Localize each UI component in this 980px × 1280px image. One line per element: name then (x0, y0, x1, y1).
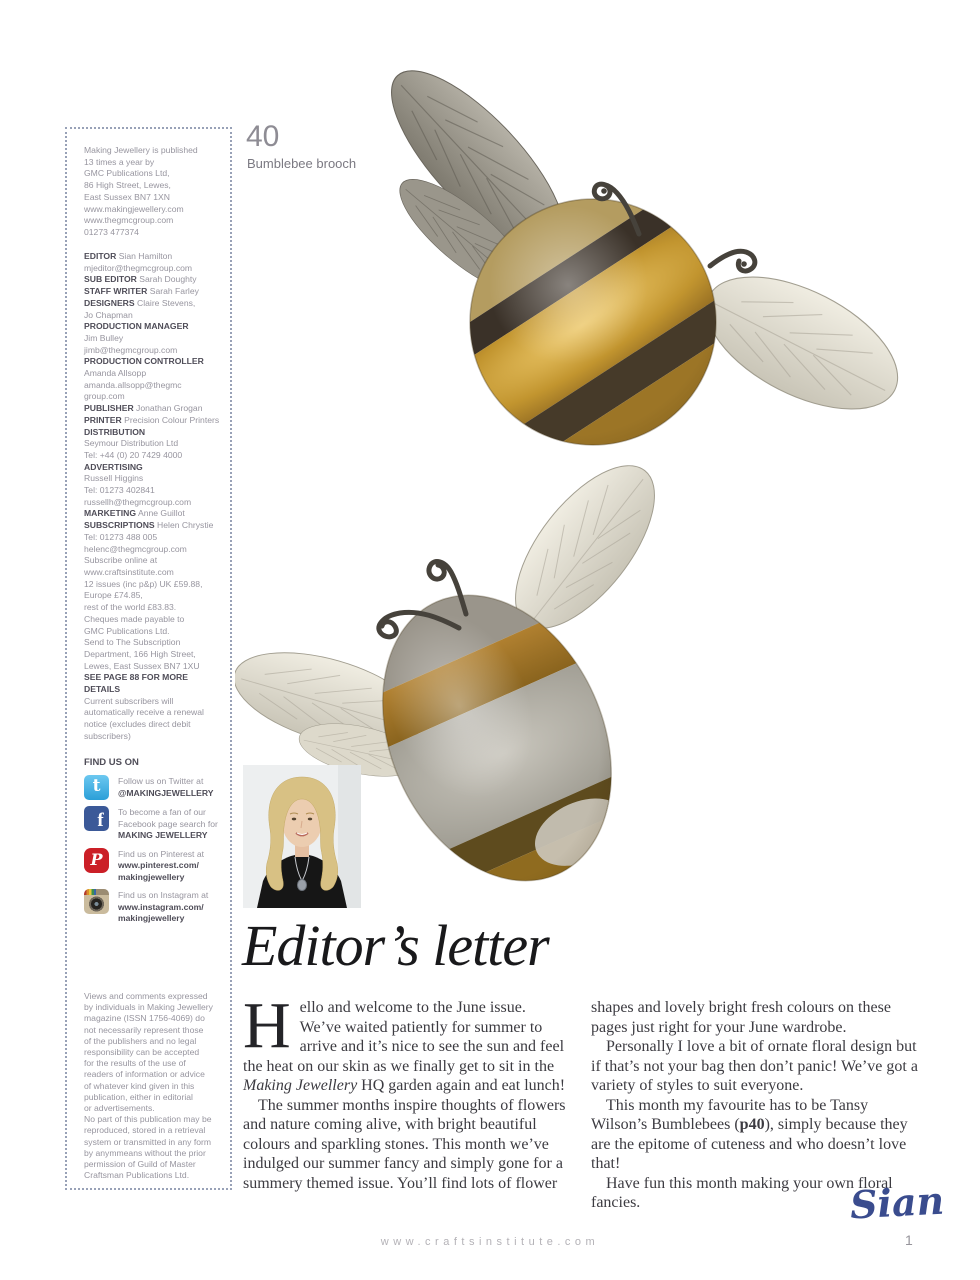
masthead-line: Tel: +44 (0) 20 7429 4000 (84, 449, 183, 460)
masthead-line: STAFF WRITER Sarah Farley (84, 286, 199, 297)
masthead-line: DESIGNERS Claire Stevens, (84, 297, 196, 308)
masthead-line: helenc@thegmcgroup.com (84, 543, 187, 554)
social-link-label: Follow us on Twitter at @MAKINGJEWELLERY (118, 776, 214, 798)
masthead-line: rest of the world £83.83. (84, 602, 177, 613)
masthead-line: SUB EDITOR Sarah Doughty (84, 274, 197, 285)
publication-info-line: 86 High Street, Lewes, (84, 180, 171, 191)
page-title: Editor’s letter (242, 913, 549, 978)
paragraph (243, 989, 570, 1096)
publication-info-line: East Sussex BN7 1XN (84, 191, 170, 202)
find-us-on-heading: FIND US ON (84, 757, 139, 768)
masthead-line: Seymour Distribution Ltd (84, 438, 179, 449)
masthead-line: Current subscribers will (84, 695, 174, 706)
social-link-label: To become a fan of our Facebook page search for MAKING JEWELLERY (118, 807, 218, 840)
editor-portrait-photo (243, 765, 361, 908)
social-links (84, 775, 224, 931)
drop-cap: H (243, 989, 291, 1062)
social-link-label: Find us on Pinterest at www.pinterest.com/ makingjewellery (118, 848, 204, 882)
social-icon (84, 775, 109, 800)
masthead-line: DETAILS (84, 684, 121, 695)
masthead-line: Tel: 01273 488 005 (84, 531, 158, 542)
paragraph: The summer months inspire thoughts of flowers and nature coming alive, with bright beautiful colours and sparkling stones. This month we’ve indulged our summer fancy and simply gone for a summery themed issue. You’ll find lots of flower (243, 1096, 566, 1192)
disclaimer-line: publication, either in editorial (84, 1091, 193, 1102)
masthead-line: Lewes, East Sussex BN7 1XU (84, 660, 200, 671)
disclaimer-line: Views and comments expressed (84, 991, 208, 1001)
publication-info-line: www.makingjewellery.com (84, 203, 184, 214)
paragraph: This month my favourite has to be Tansy Wilson’s Bumblebees (p40), simply because they are the epitome of cuteness and who doesn’t love that! (591, 1096, 908, 1172)
sidebar (65, 127, 232, 1190)
social-link[interactable] (84, 806, 224, 842)
publication-info (84, 145, 224, 239)
page-number: 1 (905, 1232, 913, 1248)
masthead-line: Russell Higgins (84, 473, 144, 484)
masthead-line: PRODUCTION CONTROLLER (84, 356, 204, 367)
masthead-line: PRINTER Precision Colour Printers (84, 414, 220, 425)
masthead-line: EDITOR Sian Hamilton (84, 251, 173, 261)
social-link[interactable] (84, 889, 224, 925)
masthead-line: Cheques made payable to (84, 613, 185, 624)
disclaimer-line: readers of information or advice (84, 1069, 205, 1080)
masthead-line: amanda.allsopp@thegmc (84, 379, 182, 390)
masthead-line: 12 issues (inc p&p) UK £59.88, (84, 578, 203, 589)
social-icon (84, 889, 109, 914)
footer-website-link[interactable]: www.craftsinstitute.com (380, 1236, 600, 1248)
disclaimer-line: for the results of the use of (84, 1058, 186, 1069)
letter-column-1 (243, 989, 570, 1213)
disclaimer-line: by individuals in Making Jewellery (84, 1002, 213, 1013)
feature-page-number: 40 (246, 120, 280, 153)
masthead-line: Department, 166 High Street, (84, 648, 196, 659)
masthead-line: www.craftsinstitute.com (84, 566, 174, 577)
publication-info-line: 13 times a year by (84, 156, 155, 167)
paragraph: shapes and lovely bright fresh colours on these pages just right for your June wardrobe. (591, 999, 891, 1036)
disclaimer-line: reproduced, stored in a retrieval (84, 1125, 206, 1136)
masthead-line: russellh@thegmcgroup.com (84, 496, 192, 507)
social-link[interactable] (84, 848, 224, 884)
masthead-line: Send to The Subscription (84, 637, 181, 648)
disclaimer-line: permission of Guild of Master (84, 1159, 196, 1170)
disclaimer-line: magazine (ISSN 1756-4069) do (84, 1013, 205, 1024)
masthead-line: ADVERTISING (84, 461, 143, 472)
masthead-line: PUBLISHER Jonathan Grogan (84, 403, 203, 414)
feature-caption: Bumblebee brooch (247, 156, 357, 171)
publication-info-line: www.thegmcgroup.com (84, 215, 174, 226)
editor-letter-body (243, 989, 925, 1213)
masthead-line: Jo Chapman (84, 309, 133, 320)
masthead-line: GMC Publications Ltd. (84, 625, 170, 636)
disclaimer-line: Craftsman Publications Ltd. (84, 1170, 190, 1181)
disclaimer-line: of whatever kind given in this (84, 1080, 195, 1091)
masthead (84, 251, 224, 743)
disclaimer-line: No part of this publication may be (84, 1114, 212, 1125)
masthead-line: jimb@thegmcgroup.com (84, 344, 178, 355)
masthead-line: Tel: 01273 402841 (84, 485, 155, 496)
disclaimer-line: or advertisements. (84, 1103, 155, 1114)
masthead-line: Amanda Allsopp (84, 368, 147, 379)
disclaimer-line: system or transmitted in any form (84, 1136, 212, 1147)
publication-info-line: 01273 477374 (84, 226, 139, 237)
paragraph-text: ello and welcome to the June issue. We’ve waited patiently for summer to arrive and it’s nice to see the sun and feel the heat on our skin as we finally get to sit in the Making Jewellery HQ garden again and eat lunch! (243, 999, 566, 1094)
masthead-line: automatically receive a renewal (84, 707, 204, 718)
social-link-label: Find us on Instagram at www.instagram.com/ makingjewellery (118, 890, 209, 923)
editor-signature: Sian (848, 1177, 946, 1228)
disclaimer-line: responsibility can be accepted (84, 1047, 200, 1058)
disclaimer-line: by anymmeans without the prior (84, 1147, 206, 1158)
masthead-line: MARKETING Anne Guillot (84, 508, 185, 519)
masthead-line: Europe £74.85, (84, 590, 143, 601)
paragraph: Personally I love a bit of ornate floral design but if that’s not your bag then don’t panic! We’ve got a variety of styles to suit everyone. (591, 1038, 918, 1094)
social-link[interactable] (84, 775, 224, 800)
social-icon (84, 806, 109, 831)
bee-top (366, 46, 918, 517)
disclaimer (84, 991, 224, 1181)
disclaimer-line: not necessarily represent those (84, 1024, 204, 1035)
masthead-line: SUBSCRIPTIONS Helen Chrystie (84, 520, 214, 531)
disclaimer-line: of the publishers and no legal (84, 1035, 197, 1046)
masthead-line: mjeditor@thegmcgroup.com (84, 262, 193, 273)
masthead-line: Subscribe online at (84, 555, 158, 566)
masthead-line: group.com (84, 391, 125, 402)
masthead-line: DISTRIBUTION (84, 426, 146, 437)
masthead-line: Jim Bulley (84, 332, 124, 343)
masthead-line: SEE PAGE 88 FOR MORE (84, 672, 188, 683)
masthead-line: PRODUCTION MANAGER (84, 321, 189, 332)
masthead-line: subscribers) (84, 730, 131, 741)
masthead-line: notice (excludes direct debit (84, 719, 191, 730)
paragraph: Have fun this month making your own floral fancies. (591, 1174, 893, 1211)
social-icon (84, 848, 109, 873)
publication-info-line: GMC Publications Ltd, (84, 168, 170, 179)
publication-info-line: Making Jewellery is published (84, 145, 198, 155)
